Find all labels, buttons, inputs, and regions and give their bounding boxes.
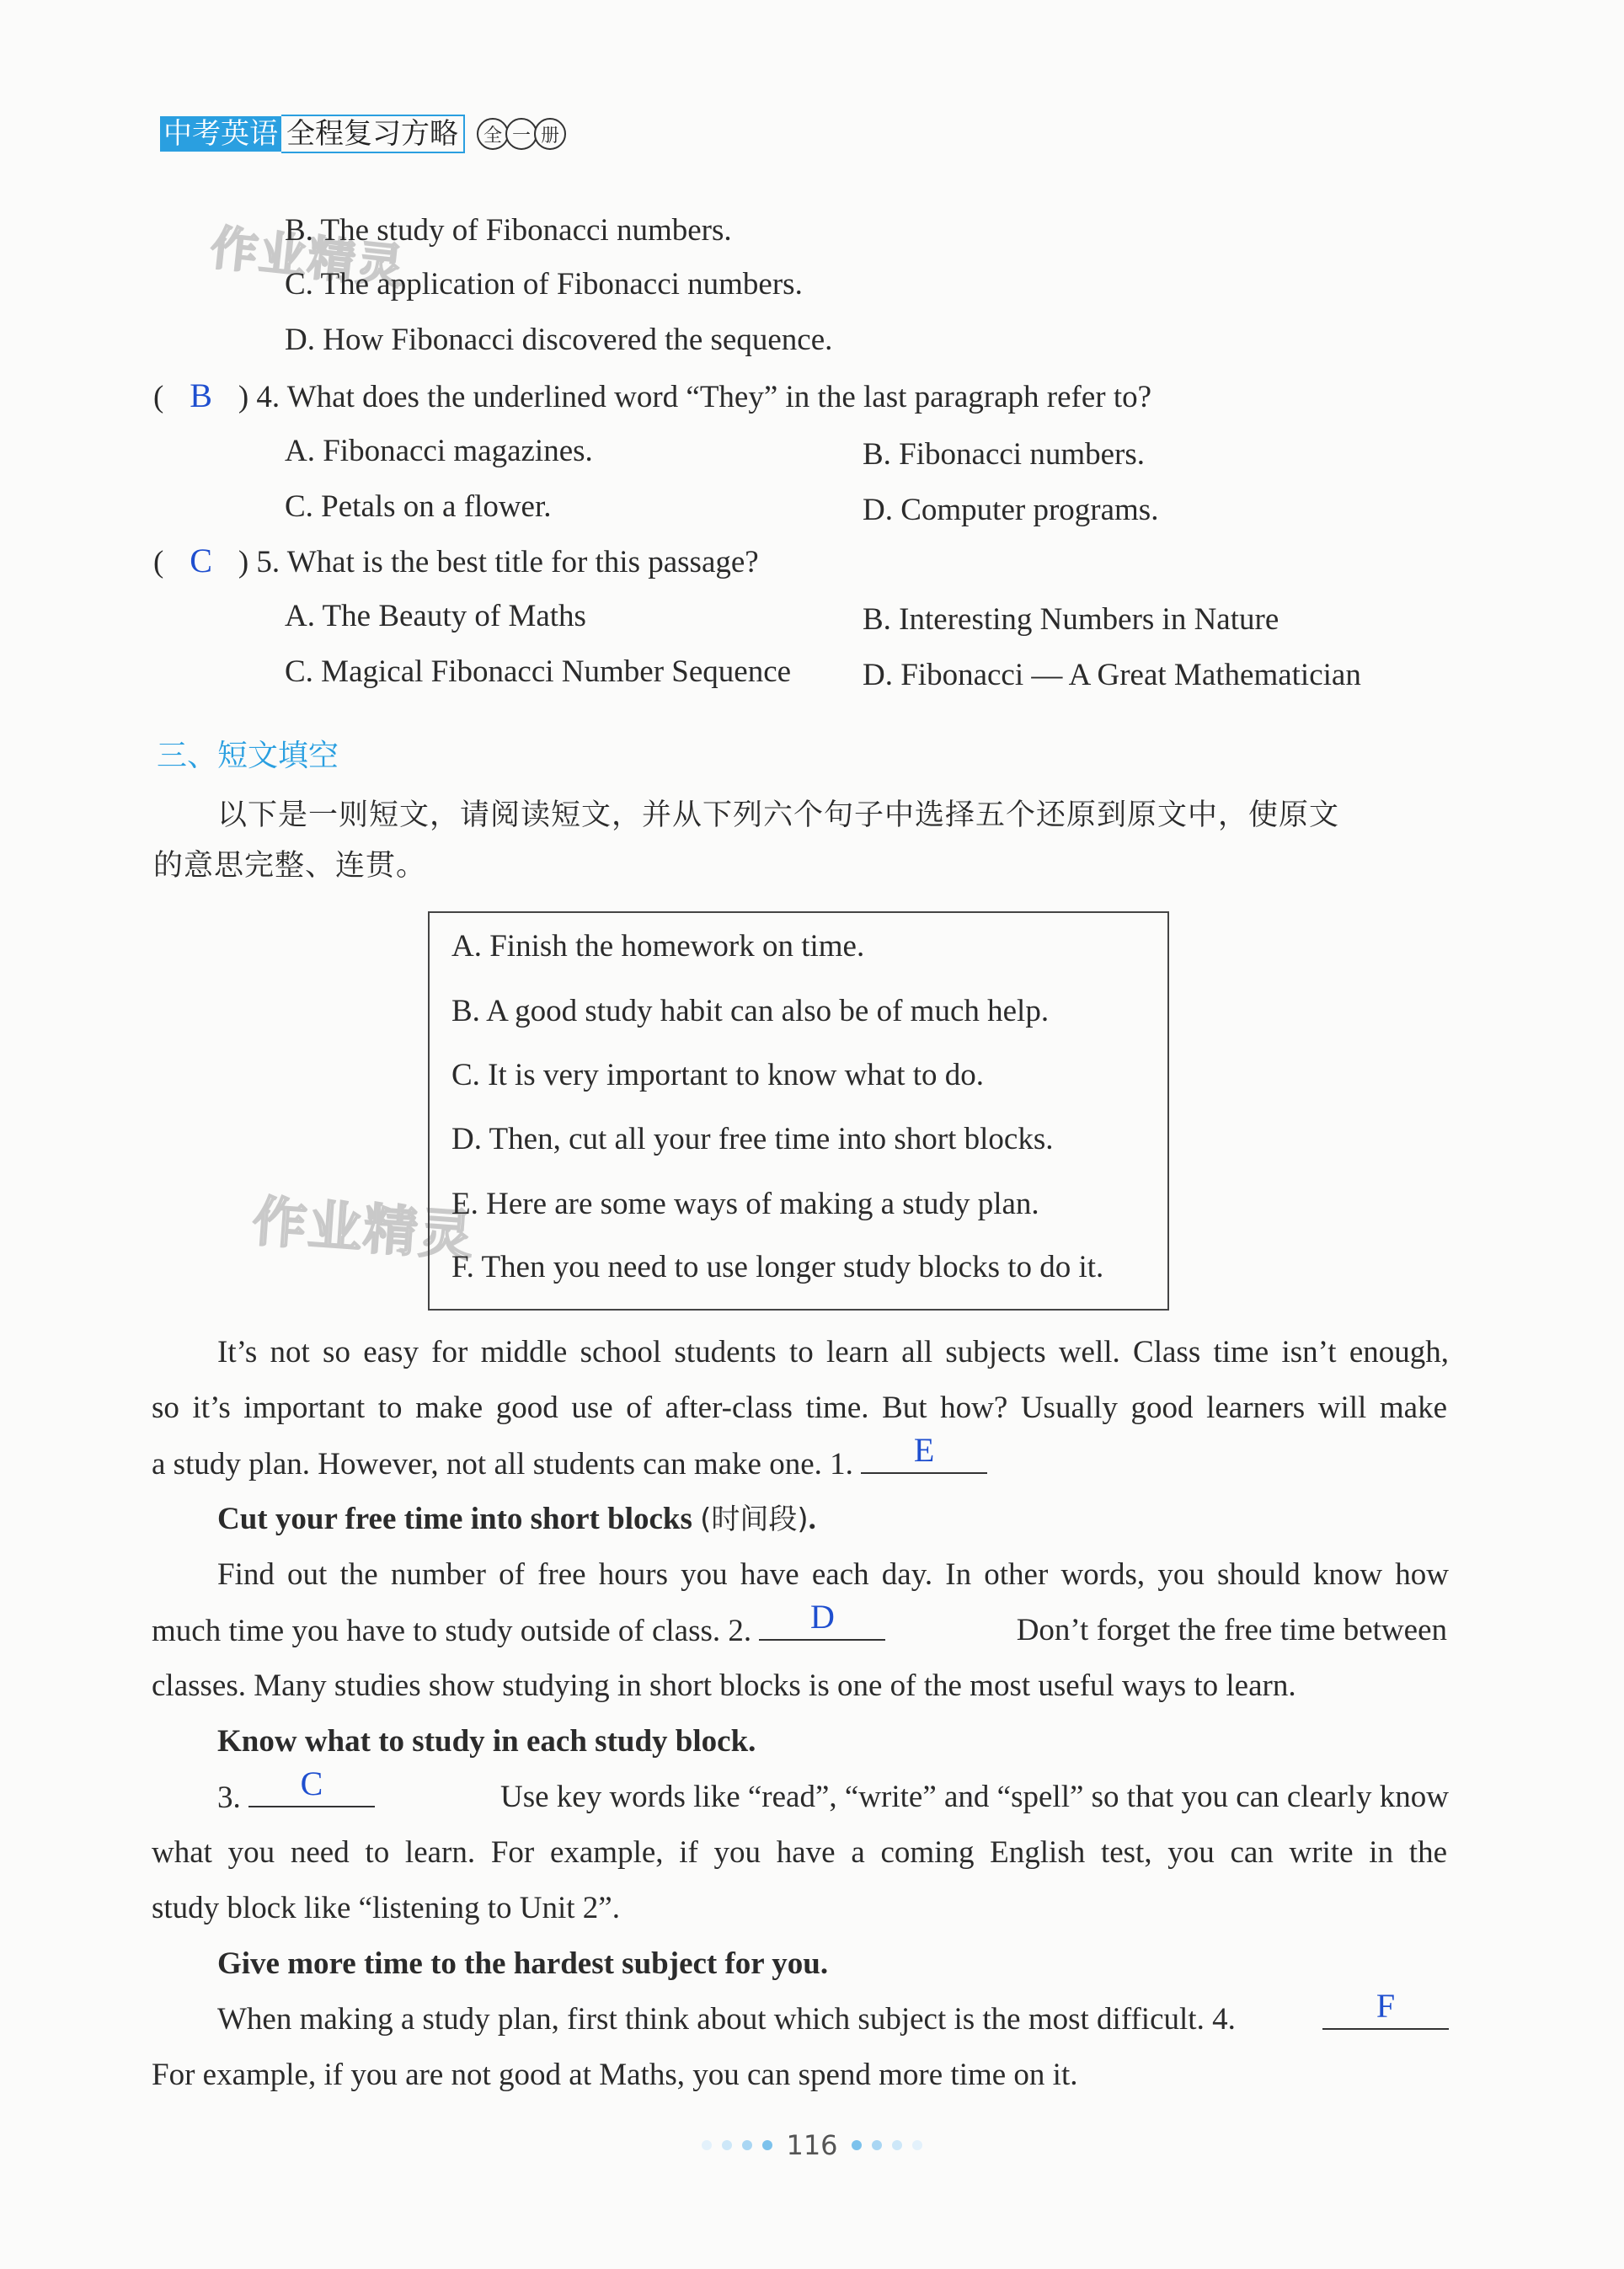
blank-4 <box>1322 1987 1449 2030</box>
box-option-d: D. Then, cut all your free time into short blocks. <box>451 1122 1054 1156</box>
passage-p3-line1-a-wrap <box>217 1764 375 1818</box>
passage-p2-line2-b: Don’t forget the free time between <box>1016 1613 1447 1647</box>
header-circle-1: 全 <box>477 118 509 150</box>
passage-p3-line1-b: Use key words like “read”, “write” and “spell” so that you can clearly know <box>499 1780 1449 1814</box>
header-title-rest: 全程复习方略 <box>281 115 465 153</box>
section-title: 三、短文填空 <box>157 739 339 773</box>
box-option-e: E. Here are some ways of making a study plan. <box>451 1187 1039 1221</box>
header-circle-3: 册 <box>534 118 566 150</box>
footer-dot <box>702 2140 712 2150</box>
blank-1-answer: E <box>913 1431 935 1469</box>
footer-dot <box>742 2140 752 2150</box>
blank-2-answer: D <box>809 1598 835 1636</box>
q5-answer: C <box>190 542 212 579</box>
page-number: 116 <box>786 2129 838 2161</box>
page-footer <box>0 2129 1624 2161</box>
q4-question: ) 4. What does the underlined word “They” in the last paragraph refer to? <box>238 380 1152 414</box>
footer-dot <box>722 2140 732 2150</box>
q3-option-b: B. The study of Fibonacci numbers. <box>285 213 732 248</box>
q5-option-a: A. The Beauty of Maths <box>285 599 586 633</box>
passage-p3-line1 <box>217 1764 1449 1818</box>
passage-p1-line2: so it’s important to make good use of after-class time. But how? Usually good learners will make <box>152 1391 1447 1425</box>
blank-3 <box>248 1764 375 1807</box>
passage-p3-line1-a: 3. <box>217 1780 241 1815</box>
sentence-options-box <box>428 911 1169 1311</box>
section-instruction-line1: 以下是一则短文，请阅读短文，并从下列六个句子中选择五个还原到原文中，使原文 <box>217 798 1340 832</box>
passage-p1-line1: It’s not so easy for middle school students to learn all subjects well. Class time isn’t enough, <box>217 1335 1449 1369</box>
footer-dot <box>762 2140 772 2150</box>
passage-p4-line1 <box>217 1987 1449 2040</box>
box-option-a: A. Finish the homework on time. <box>451 929 865 964</box>
q4-option-a: A. Fibonacci magazines. <box>285 434 593 468</box>
passage-p2-line2 <box>152 1598 1447 1652</box>
passage-p2-line2-a: much time you have to study outside of class. 2. <box>152 1614 752 1648</box>
q5-option-c: C. Magical Fibonacci Number Sequence <box>285 654 792 689</box>
book-header <box>160 115 563 153</box>
passage-p1-line3-text: a study plan. However, not all students can make one. 1. <box>152 1447 853 1482</box>
passage-p2-line2-a-wrap <box>152 1598 885 1652</box>
footer-dot <box>892 2140 902 2150</box>
header-circle-2: 一 <box>505 118 537 150</box>
box-option-f: F. Then you need to use longer study blocks to do it. <box>451 1250 1104 1284</box>
blank-2 <box>759 1598 885 1641</box>
q3-option-d: D. How Fibonacci discovered the sequence. <box>285 323 833 357</box>
heading-3: Give more time to the hardest subject for you. <box>217 1946 829 1981</box>
q4-open-paren: ( <box>153 380 164 414</box>
q4-option-d: D. Computer programs. <box>863 493 1159 527</box>
blank-1 <box>861 1431 987 1474</box>
q5-option-b: B. Interesting Numbers in Nature <box>863 602 1279 637</box>
footer-dot <box>872 2140 882 2150</box>
q4-option-c: C. Petals on a flower. <box>285 489 552 524</box>
q5-question: ) 5. What is the best title for this passage? <box>238 545 759 579</box>
q4-stem <box>153 376 1151 418</box>
q3-option-c: C. The application of Fibonacci numbers. <box>285 267 803 302</box>
header-volume-badge <box>477 118 563 150</box>
passage-p4-line1-text: When making a study plan, first think about which subject is the most difficult. 4. <box>217 2002 1236 2037</box>
q5-open-paren: ( <box>153 545 164 579</box>
heading-1 <box>217 1499 1513 1540</box>
heading-1-chinese: (时间段) <box>700 1503 809 1536</box>
footer-dot <box>852 2140 862 2150</box>
passage-p3-line2: what you need to learn. For example, if you have a coming English test, you can write in the <box>152 1835 1447 1870</box>
blank-3-answer: C <box>300 1764 323 1802</box>
header-title-blue: 中考英语 <box>160 116 281 152</box>
passage-p1-line3 <box>152 1431 1447 1485</box>
passage-p4-line2: For example, if you are not good at Maths, you can spend more time on it. <box>152 2058 1078 2092</box>
q4-answer: B <box>190 376 212 414</box>
passage-p2-line3: classes. Many studies show studying in short blocks is one of the most useful ways to learn. <box>152 1668 1296 1703</box>
heading-1-text: Cut your free time into short blocks <box>217 1502 692 1536</box>
q5-option-d: D. Fibonacci — A Great Mathematician <box>863 658 1361 692</box>
box-option-c: C. It is very important to know what to do. <box>451 1058 985 1092</box>
watermark-top: 作业精灵 <box>207 221 409 296</box>
section-instruction-line2: 的意思完整、连贯。 <box>153 849 427 883</box>
watermark-middle: 作业精灵 <box>250 1190 477 1269</box>
heading-1-period: . <box>808 1502 816 1536</box>
box-option-b: B. A good study habit can also be of much help. <box>451 994 1050 1028</box>
passage-p2-line1: Find out the number of free hours you have each day. In other words, you should know how <box>217 1557 1449 1592</box>
q5-stem <box>153 541 759 583</box>
blank-4-answer: F <box>1376 1987 1396 2025</box>
footer-dot <box>912 2140 922 2150</box>
q4-option-b: B. Fibonacci numbers. <box>863 437 1146 472</box>
passage-p3-line3: study block like “listening to Unit 2”. <box>152 1891 620 1925</box>
heading-2: Know what to study in each study block. <box>217 1724 756 1759</box>
